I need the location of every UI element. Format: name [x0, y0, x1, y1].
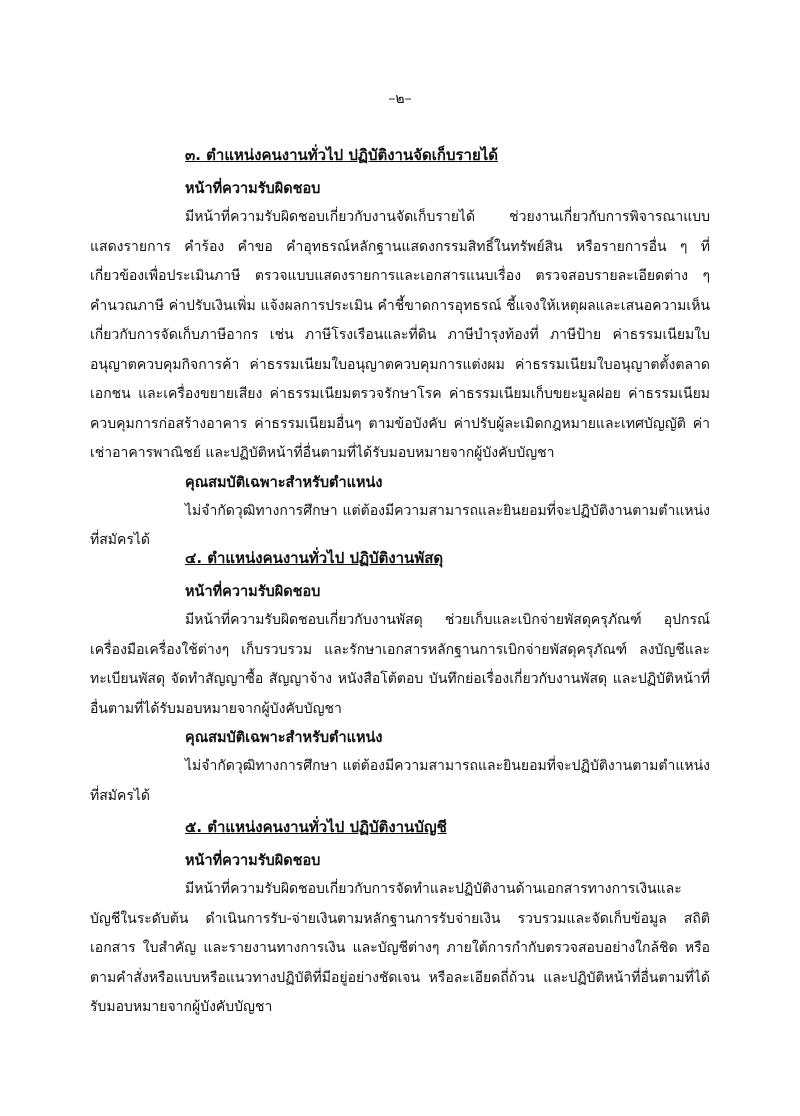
section-heading: ๔. ตำแหน่งคนงานทั่วไป ปฏิบัติงานพัสดุ — [185, 549, 444, 567]
duties-title: หน้าที่ความรับผิดชอบ — [185, 853, 321, 869]
qualification-title: คุณสมบัติเฉพาะสำหรับตำแหน่ง — [185, 474, 383, 491]
section-heading: ๕. ตำแหน่งคนงานทั่วไป ปฏิบัติงานบัญชี — [185, 818, 447, 836]
duties-text: มีหน้าที่ความรับผิดชอบเกี่ยวกับงานพัสดุ ช่วยเก็บและเบิกจ่ายพัสดุครุภัณฑ์ อุปกรณ์ เครื่องมือเครื่องใช้ต่างๆ เก็บรวบรวม และรักษาเอกสารหลักฐานการเบิกจ่ายพัสดุครุภัณฑ์ ลงบัญชีและทะเบียนพัสดุ จัดทำสัญญาซื้อ สัญญาจ้าง หนังสือโต้ตอบ บันทึกย่อเรื่องเกี่ยวกับงานพัสดุ และปฏิบัติหน้าที่อื่นตามที่ได้รับมอบหมายจากผู้บังคับบัญชา — [90, 612, 710, 717]
section-supplies — [90, 546, 710, 811]
duties-title: หน้าที่ความรับผิดชอบ — [185, 181, 321, 197]
page-number: –๒– — [388, 91, 412, 107]
section-heading: ๓. ตำแหน่งคนงานทั่วไป ปฏิบัติงานจัดเก็บรายได้ — [185, 146, 499, 164]
section-revenue-collection — [90, 143, 710, 556]
qualification-text: ไม่จำกัดวุฒิทางการศึกษา แต่ต้องมีความสามารถและยินยอมที่จะปฏิบัติงานตามตำแหน่งที่สมัครได้ — [90, 758, 710, 804]
duties-text: มีหน้าที่ความรับผิดชอบเกี่ยวกับการจัดทำและปฏิบัติงานด้านเอกสารทางการเงินและบัญชีในระดับต้น ดำเนินการรับ-จ่ายเงินตามหลักฐานการรับจ่ายเงิน รวบรวมและจัดเก็บข้อมูล สถิติ เอกสาร ใบสำคัญ และรายงานทางการเงิน และบัญชีต่างๆ ภายใต้การกำกับตรวจสอบอย่างใกล้ชิด หรือตามคำสั่งหรือแบบหรือแนวทางปฏิบัติที่มีอยู่อย่างชัดเจน หรือละเอียดถี่ถ้วน และปฏิบัติหน้าที่อื่นตามที่ได้รับมอบหมายจากผู้บังคับบัญชา — [90, 881, 710, 1015]
duties-title: หน้าที่ความรับผิดชอบ — [185, 584, 321, 600]
section-accounting — [90, 815, 710, 1023]
qualification-title: คุณสมบัติเฉพาะสำหรับตำแหน่ง — [185, 730, 383, 746]
qualification-text: ไม่จำกัดวุฒิทางการศึกษา แต่ต้องมีความสามารถและยินยอมที่จะปฏิบัติงานตามตำแหน่งที่สมัครได้ — [90, 502, 710, 548]
duties-text: มีหน้าที่ความรับผิดชอบเกี่ยวกับงานจัดเก็บรายได้ ช่วยงานเกี่ยวกับการพิจารณาแบบแสดงรายการ คำร้อง คำขอ คำอุทธรณ์หลักฐานแสดงกรรมสิทธิ์ในทรัพย์สิน หรือรายการอื่น ๆ ที่เกี่ยวข้องเพื่อประเมินภาษี ตรวจแบบแสดงรายการและเอกสารแนบเรื่อง ตรวจสอบรายละเอียดต่าง ๆ คำนวณภาษี ค่าปรับเงินเพิ่ม แจ้งผลการประเมิน คำชี้ขาดการอุทธรณ์ ชี้แจงให้เหตุผลและเสนอความเห็นเกี่ยวกับการจัดเก็บภาษีอากร เช่น ภาษีโรงเรือนและที่ดิน ภาษีบำรุงท้องที่ ภาษีป้าย ค่าธรรมเนียมใบอนุญาตควบคุมกิจการค้า ค่าธรรมเนียมใบอนุญาตควบคุมการแต่งผม ค่าธรรมเนียมใบอนุญาตตั้งตลาดเอกชน และเครื่องขยายเสียง ค่าธรรมเนียมตรวจรักษาโรค ค่าธรรมเนียมเก็บขยะมูลฝอย ค่าธรรมเนียมควบคุมการก่อสร้างอาคาร ค่าธรรมเนียมอื่นๆ ตามข้อบังคับ ค่าปรับผู้ละเมิดกฎหมายและเทศบัญญัติ ค่าเช่าอาคารพาณิชย์ และปฏิบัติหน้าที่อื่นตามที่ได้รับมอบหมายจากผู้บังคับบัญชา — [90, 209, 710, 461]
